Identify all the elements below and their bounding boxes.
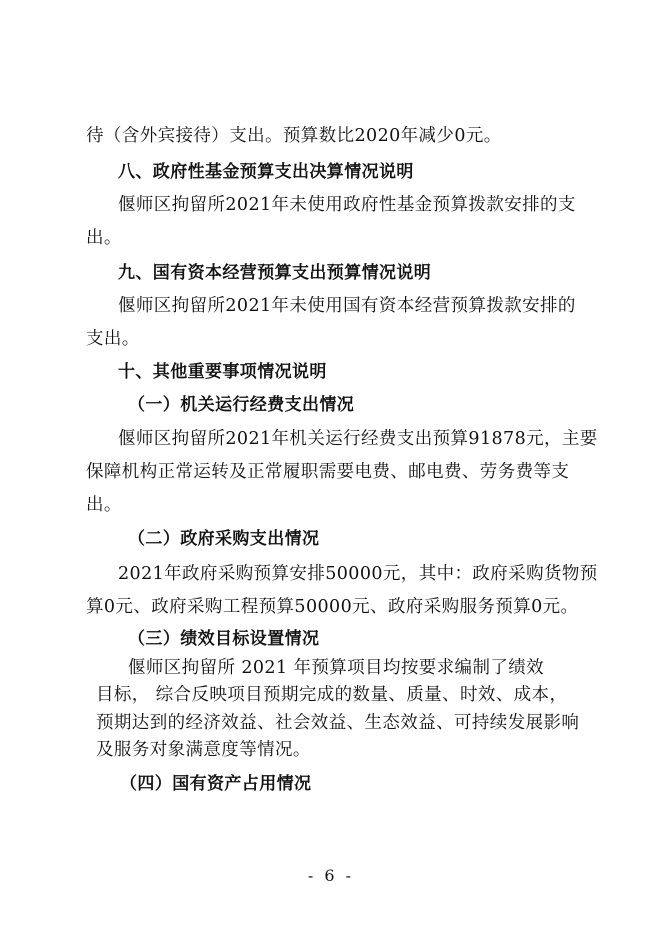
text-line: 偃师区拘留所2021年未使用国有资本经营预算拨款安排的 bbox=[118, 296, 576, 316]
text-line: 支出。 bbox=[86, 329, 140, 349]
text-line: 预期达到的经济效益、社会效益、生态效益、可持续发展影响 bbox=[96, 713, 580, 733]
text-line: 偃师区拘留所 2021 年预算项目均按要求编制了绩效 bbox=[128, 658, 545, 678]
subsection-heading-4: （四）国有资产占用情况 bbox=[120, 774, 312, 794]
subsection-heading-1: （一）机关运行经费支出情况 bbox=[128, 395, 355, 415]
section-heading-9: 九、国有资本经营预算支出预算情况说明 bbox=[118, 263, 432, 283]
subsection-heading-3: （三）绩效目标设置情况 bbox=[128, 629, 320, 649]
section-heading-10: 十、其他重要事项情况说明 bbox=[118, 362, 327, 382]
text-line: 目标， 综合反映项目预期完成的数量、质量、时效、成本， bbox=[96, 685, 568, 705]
text-line: 偃师区拘留所2021年机关运行经费支出预算91878元，主要 bbox=[118, 429, 598, 449]
page-number: - 6 - bbox=[307, 866, 355, 885]
text-line: 保障机构正常运转及正常履职需要电费、邮电费、劳务费等支 bbox=[86, 462, 570, 482]
text-line: 出。 bbox=[86, 228, 122, 248]
text-line: 待（含外宾接待）支出。预算数比2020年减少0元。 bbox=[86, 126, 502, 146]
section-heading-8: 八、政府性基金预算支出决算情况说明 bbox=[118, 162, 414, 182]
text-line: 及服务对象满意度等情况。 bbox=[96, 740, 311, 760]
text-line: 算0元、政府采购工程预算50000元、政府采购服务预算0元。 bbox=[86, 597, 579, 617]
subsection-heading-2: （二）政府采购支出情况 bbox=[128, 529, 320, 549]
text-line: 出。 bbox=[86, 495, 122, 515]
text-line: 2021年政府采购预算安排50000元，其中：政府采购货物预 bbox=[118, 564, 598, 584]
text-line: 偃师区拘留所2021年未使用政府性基金预算拨款安排的支 bbox=[118, 195, 576, 215]
